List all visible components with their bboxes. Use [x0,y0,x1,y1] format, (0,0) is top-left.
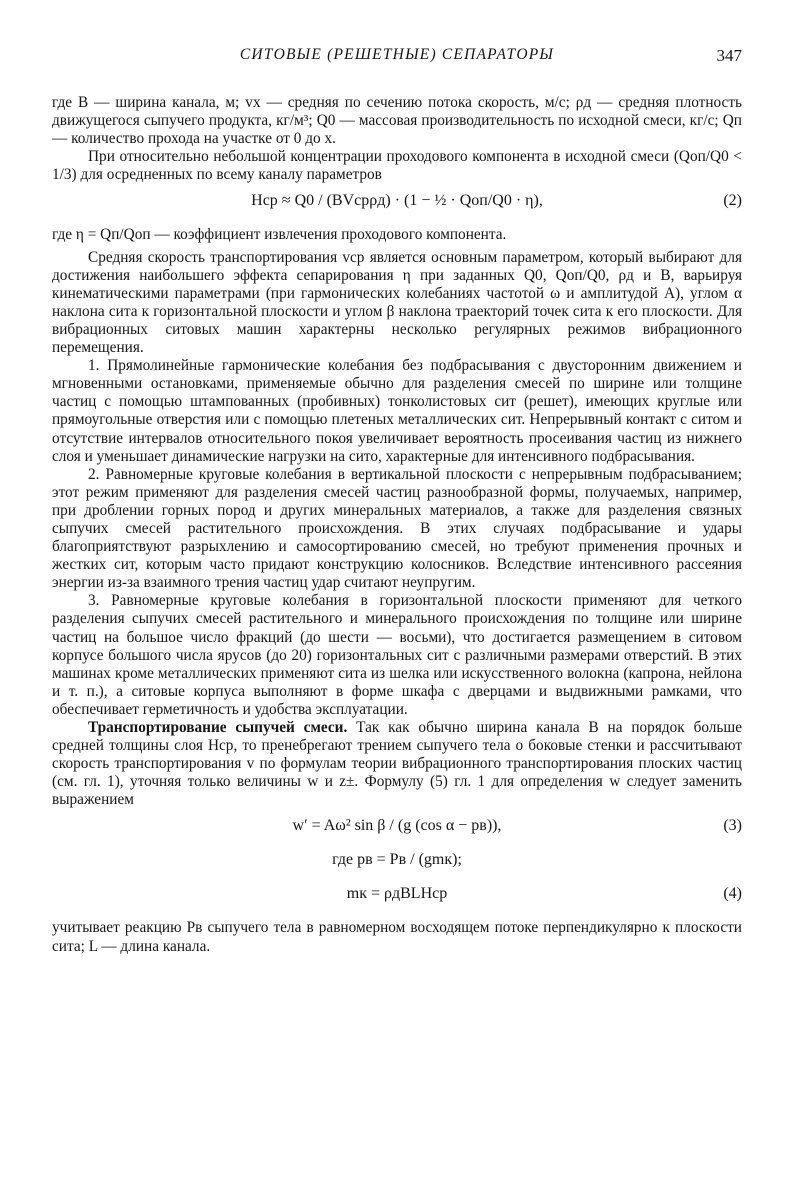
equation-2-number: (2) [723,192,742,210]
paragraph-mode-1: 1. Прямолинейные гармонические колебания без подбрасывания с двусторонним движением и мгновенными остановками, применяемые обычно для разделения смесей по ширине или толщине частиц с помощью штампованных (пробивных) тонколистовых сит (решет), имеющих круглые или прямоугольные отверстия или с помощью плетеных металлических сит. Непрерывный контакт с ситом и отсутствие интервалов относительного покоя увеличивает вероятность просеивания частиц из нижнего слоя и уменьшает динамические нагрузки на сито, характерные для интенсивного подбрасывания. [52,357,742,465]
running-title: СИТОВЫЕ (РЕШЕТНЫЕ) СЕПАРАТОРЫ [239,46,555,63]
equation-4 [52,885,742,919]
paragraph-transport-text: Так как обычно ширина канала B на порядок больше средней толщины слоя Hср, то пренебрегают трением сыпучего тела о боковые стенки и рассчитывают скорость транспортирования v по формулам теории вибрационного транспортирования плоских частиц (см. гл. 1), уточняя только величины w и z±. Формулу (5) гл. 1 для определения w следует заменить выражением [52,719,742,809]
equation-2-formula: Hср ≈ Q0 / (BVсрρд) · (1 − ½ · Qоп/Q0 · η), [251,192,543,210]
paragraph-eta-definition: где η = Qп/Qоп — коэффициент извлечения проходового компонента. [52,226,507,244]
equation-4-number: (4) [723,885,742,903]
equation-4-formula: mк = ρдBLHср [346,885,448,903]
paragraph-definitions: где B — ширина канала, м; vx — средняя по сечению потока скорость, м/с; ρд — средняя плотность движущегося сыпучего продукта, кг/м³; Q0 — массовая производительность по исходной смеси, кг/с; Qп — количество прохода на участке от 0 до x. [52,94,742,148]
paragraph-mode-3: 3. Равномерные круговые колебания в горизонтальной плоскости применяют для четкого разделения сыпучих смесей растительного и минерального происхождения по толщине или ширине частиц на большое число фракций (до шести — восьми), что достигается размещением в ситовом корпусе большого числа ярусов (до 20) горизонтальных сит с различными размерами отверстий. В этих машинах кроме металлических применяют сита из шелка или искусственного волокна (капрона, нейлона и т. п.), а ситовые корпуса выполняют в форме шкафа с дверцами и выдвижными рамками, что обеспечивает герметичность и удобства эксплуатации. [52,592,742,718]
equation-3b-formula: где pв = Pв / (gmк); [332,851,462,869]
page-body [52,94,742,956]
equation-2 [52,192,742,226]
document-page [52,0,742,1200]
equation-3-formula: w′ = Aω² sin β / (g (cos α − pв)), [292,817,502,835]
equation-3b [52,851,742,885]
paragraph-average-speed: Средняя скорость транспортирования vср является основным параметром, который выбирают для достижения наибольшего эффекта сепарирования η при заданных Q0, Qоп/Q0, ρд и B, варьируя кинематическими параметрами (при гармонических колебаниях частотой ω и амплитудой A), углом α наклона сита к горизонтальной плоскости и углом β наклона траекторий точек сита к его плоскости. Для вибрационных ситовых машин характерны несколько регулярных режимов вибрационного перемещения. [52,248,742,357]
paragraph-reaction: учитывает реакцию Pв сыпучего тела в равномерном восходящем потоке перпендикулярно к плоскости сита; L — длина канала. [52,919,742,955]
page-header [52,46,742,70]
page-number: 347 [716,46,742,65]
paragraph-mode-2: 2. Равномерные круговые колебания в вертикальной плоскости с непрерывным подбрасыванием; этот режим применяют для разделения смесей частиц разнообразной формы, получаемых, например, при дроблении горных пород и других минеральных материалов, а также для разделения связных сыпучих смесей растительного происхождения. В этих случаях подбрасывание и удары благоприятствуют разрыхлению и самосортированию смесей, но требуют применения прочных и жестких сит, которым часто придают конструкцию колосников. Вследствие интенсивного рассеяния энергии из-за взаимного трения частиц удар считают неупругим. [52,465,742,592]
equation-3-number: (3) [723,817,742,835]
equation-3 [52,817,742,851]
section-heading: Транспортирование сыпучей смеси. [88,719,348,736]
paragraph-transport [52,719,742,809]
paragraph-concentration: При относительно небольшой концентрации проходового компонента в исходной смеси (Qоп/Q0 < 1/3) для осредненных по всему каналу параметров [52,148,742,184]
